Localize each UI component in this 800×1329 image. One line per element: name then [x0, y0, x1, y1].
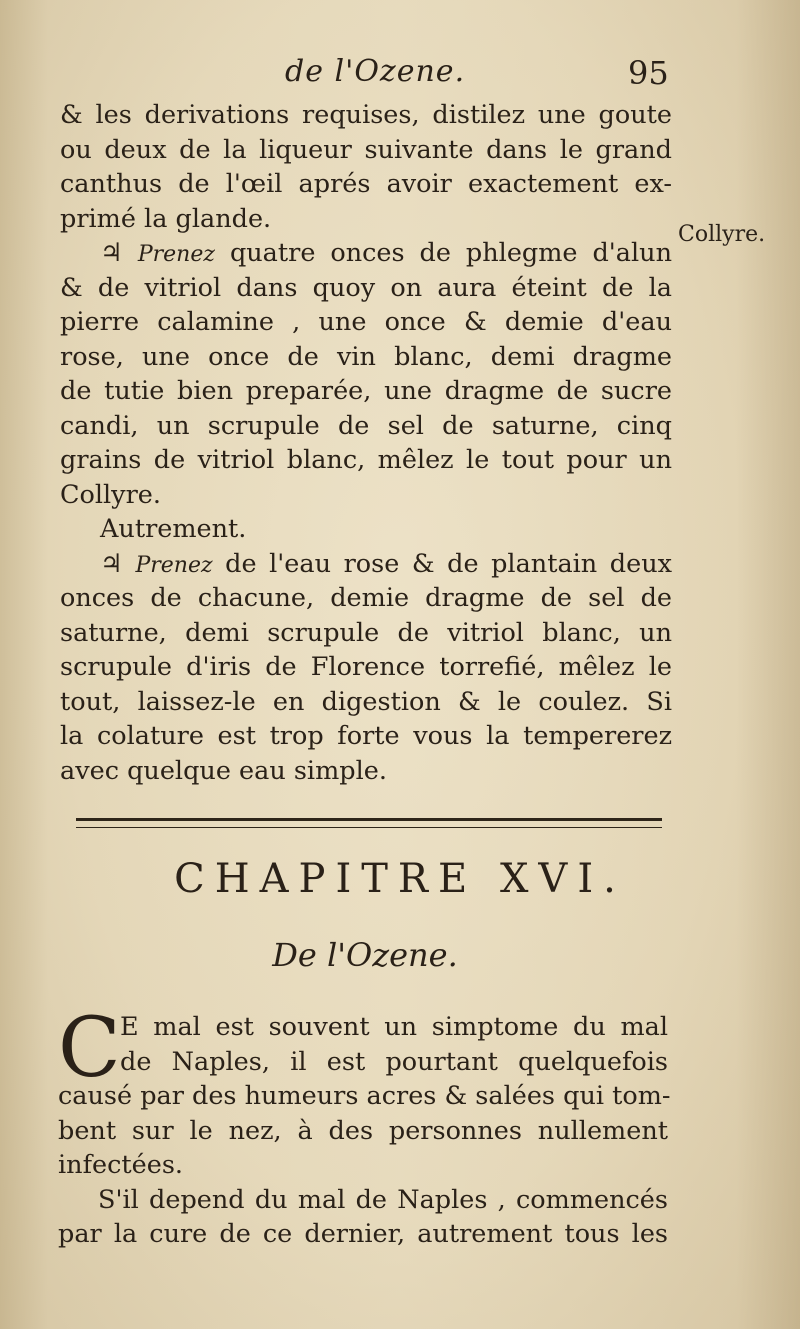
text-line: S'il depend du mal de Naples , commencés: [98, 1184, 668, 1215]
recipe-symbol: ♃: [100, 548, 123, 579]
recipe-line: [60, 547, 672, 582]
text-line: & les derivations requises, distilez une goute: [60, 100, 672, 130]
running-head: [0, 48, 800, 98]
text-line: Collyre.: [60, 479, 161, 510]
margin-note: Collyre.: [678, 222, 766, 247]
drop-cap: C: [58, 1001, 121, 1096]
autrement-heading: Autrement.: [100, 514, 247, 544]
text-line: saturne, demi scrupule de vitriol blanc, un: [60, 617, 672, 648]
chapter-subtitle: De l'Ozene.: [272, 936, 458, 974]
text-line: de Naples, il est pourtant quelquefois: [120, 1046, 668, 1077]
recipe-line: [60, 236, 672, 271]
body-text: [60, 98, 672, 788]
text-line: causé par des humeurs acres & salées qui tom-: [58, 1081, 671, 1111]
text-line: onces de chacune, demie dragme de sel de: [60, 583, 672, 613]
text-line: la colature est trop forte vous la tempererez: [60, 721, 672, 751]
prenez-label: Prenez: [135, 552, 213, 578]
text-line: de tutie bien preparée, une dragme de sucre: [60, 376, 672, 406]
chapter-title: CHAPITRE XVI.: [174, 856, 626, 902]
text-line: scrupule d'iris de Florence torrefié, mêlez le: [60, 652, 672, 682]
chapter-text: [58, 1001, 671, 1252]
text-line: primé la glande.: [60, 203, 272, 234]
text-line: infectées.: [58, 1150, 184, 1180]
text-line: rose, une once de vin blanc, demi dragme: [60, 341, 672, 372]
running-head-title: de l'Ozene.: [285, 54, 466, 89]
text-line: par la cure de ce dernier, autrement tous les: [58, 1219, 668, 1249]
text-line: bent sur le nez, à des personnes nullement: [58, 1115, 668, 1146]
text-line: candi, un scrupule de sel de saturne, cinq: [60, 410, 672, 441]
page-number: 95: [628, 54, 669, 92]
prenez-label: Prenez: [137, 242, 215, 267]
text-line: grains de vitriol blanc, mêlez le tout pour un: [60, 445, 672, 475]
text-line: avec quelque eau simple.: [60, 755, 387, 786]
section-divider: [76, 818, 662, 828]
text-line: E mal est souvent un simptome du mal: [120, 1012, 668, 1042]
text-line: pierre calamine , une once & demie d'eau: [60, 307, 672, 337]
text-line: tout, laissez-le en digestion & le coulez. Si: [60, 686, 672, 717]
text-line: & de vitriol dans quoy on aura éteint de la: [60, 272, 672, 303]
recipe-text: de l'eau rose & de plantain deux: [225, 548, 673, 579]
text-line: ou deux de la liqueur suivante dans le grand: [60, 134, 672, 165]
text-line: canthus de l'œil aprés avoir exactement ex-: [60, 169, 672, 199]
recipe-text: quatre onces de phlegme d'alun: [229, 238, 673, 268]
recipe-symbol: ♃: [100, 238, 123, 268]
